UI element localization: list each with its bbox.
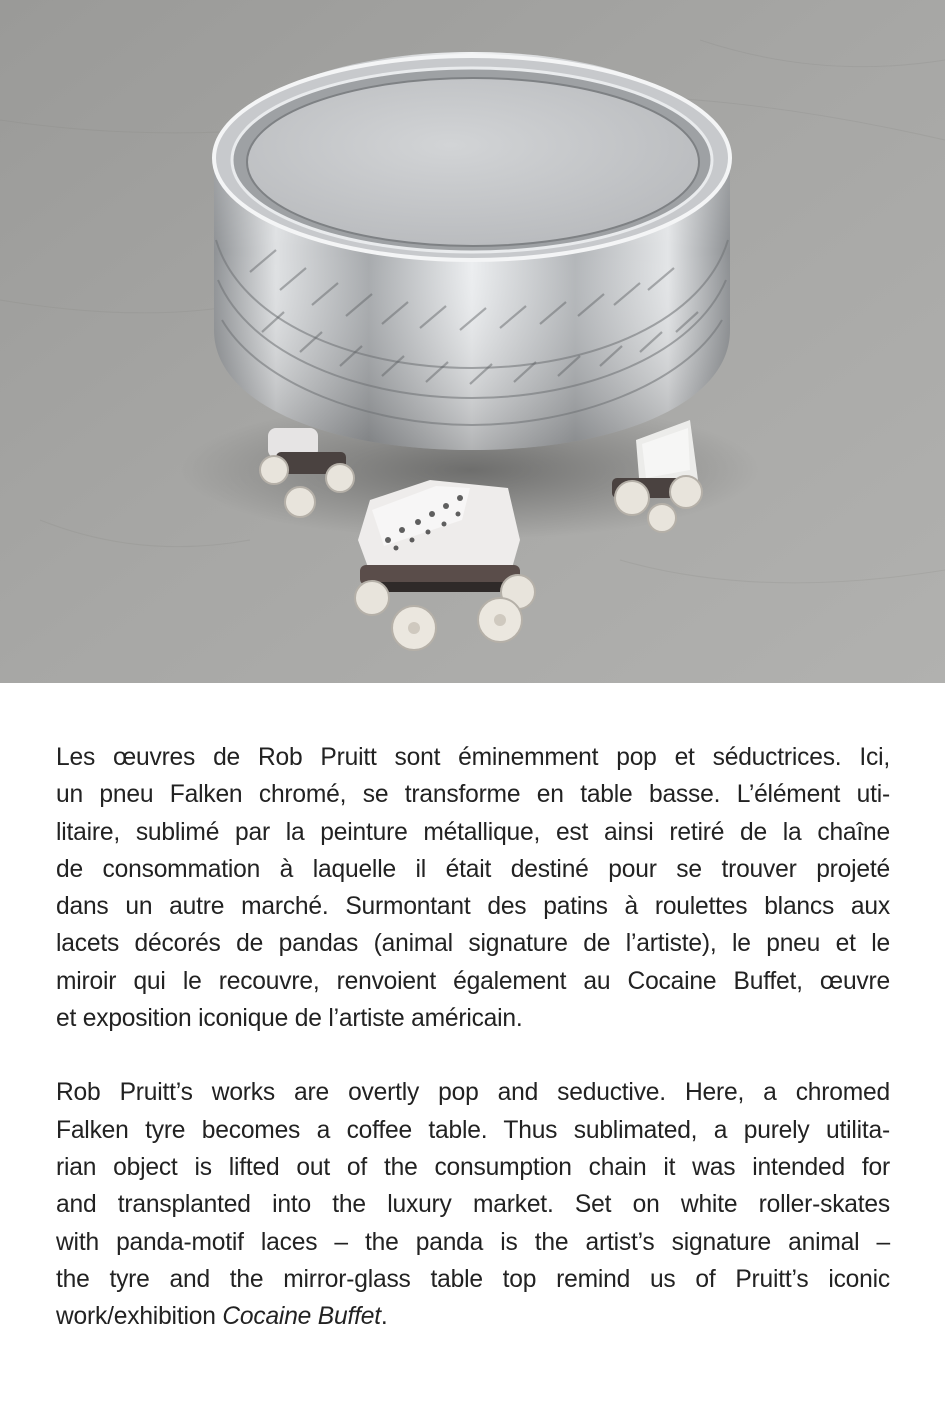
artwork-title: Cocaine Buffet — [222, 1303, 381, 1331]
en-line-last — [56, 1298, 890, 1335]
fr-line: lacets décorés de pandas (animal signature de l’artiste), le pneu et le — [56, 930, 890, 958]
en-line: and transplanted into the luxury market. Set on white roller-skates — [56, 1191, 890, 1219]
english-paragraph — [56, 1074, 890, 1335]
en-last-prefix: work/exhibition — [56, 1303, 223, 1331]
fr-line: Les œuvres de Rob Pruitt sont éminemment pop et séductrices. Ici, — [56, 744, 890, 771]
en-line: rian object is lifted out of the consumption chain it was intended for — [56, 1153, 890, 1181]
fr-line: de consommation à laquelle il était destiné pour se trouver projeté — [56, 855, 890, 883]
mirror-table-top — [247, 78, 699, 246]
fr-line: un pneu Falken chromé, se transforme en table basse. L’élément uti- — [56, 781, 890, 809]
en-last-suffix: . — [380, 1303, 388, 1331]
en-line: the tyre and the mirror-glass table top remind us of Pruitt’s iconic — [56, 1265, 890, 1293]
french-paragraph — [56, 739, 890, 1037]
fr-line: miroir qui le recouvre, renvoient également au Cocaine Buffet, œuvre — [56, 967, 890, 995]
en-line: with panda-motif laces – the panda is the artist’s signature animal – — [56, 1228, 890, 1256]
en-line: Falken tyre becomes a coffee table. Thus sublimated, a purely utilita- — [56, 1116, 890, 1144]
fr-line: dans un autre marché. Surmontant des patins à roulettes blancs aux — [56, 893, 890, 921]
description-text — [56, 739, 890, 1335]
fr-line: et exposition iconique de l’artiste américain. — [56, 1005, 523, 1033]
en-line: Rob Pruitt’s works are overtly pop and seductive. Here, a chromed — [56, 1079, 890, 1107]
artwork-photo — [0, 0, 945, 683]
fr-line: litaire, sublimé par la peinture métallique, est ainsi retiré de la chaîne — [56, 818, 890, 846]
